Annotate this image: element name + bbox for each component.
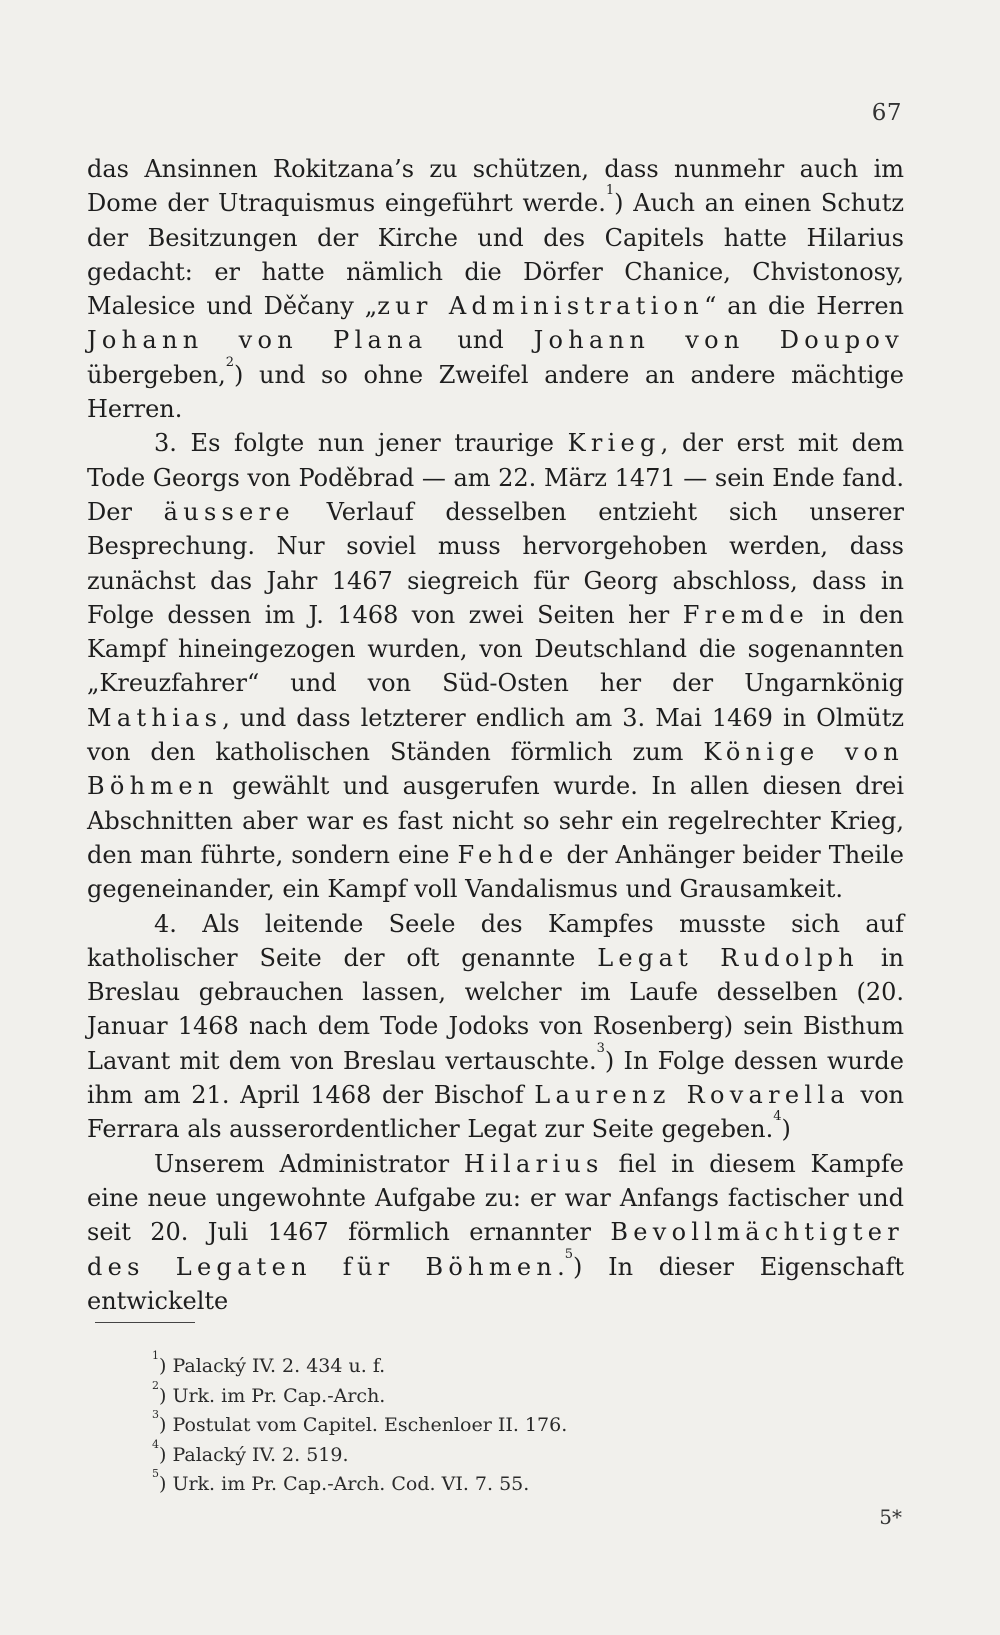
footnote: [152, 1467, 752, 1500]
spaced-emphasis: Fehde: [457, 840, 559, 869]
footnote-text: ) Postulat vom Capitel. Eschenloer II. 176.: [159, 1414, 568, 1436]
spaced-emphasis: zur Administration: [377, 292, 705, 321]
text-run: der Anhänger beider Theile gegeneinander, ein Kampf voll Vandalismus und Grausamkeit.: [87, 840, 904, 904]
spaced-emphasis: Hilarius: [463, 1149, 604, 1178]
text-run: und: [427, 326, 534, 355]
text-run: ) Auch an einen Schutz der Besitzungen der Kirche und des Capitels hatte Hilarius gedacht: er hatte nämlich die Dörfer Chanice, Chvistonosy, Malesice und Děčany „: [87, 189, 904, 321]
footnote-ref: 1: [605, 183, 615, 199]
spaced-emphasis: Mathias: [87, 703, 223, 732]
paragraph: [87, 1147, 904, 1318]
text-run: Unserem Administrator: [154, 1149, 464, 1178]
spaced-emphasis: Fremde: [682, 600, 810, 629]
footnote: [152, 1378, 752, 1412]
footnote-text: ) Urk. im Pr. Cap.-Arch.: [159, 1384, 386, 1407]
spaced-emphasis: Legat Rudolph: [597, 943, 860, 972]
footnote-ref: 2: [225, 354, 234, 370]
printer-signature: 5*: [879, 1505, 902, 1529]
footnote: [152, 1437, 752, 1471]
footnote-mark: 4: [152, 1437, 159, 1451]
text-run: ) und so ohne Zweifel andere an andere mächtige Herren.: [87, 360, 904, 424]
text-run: 3. Es folgte nun jener traurige: [154, 429, 568, 458]
text-run: ) In dieser Eigenschaft entwickelte: [87, 1252, 904, 1315]
footnote-divider: [95, 1322, 195, 1323]
footnote-text: ) Palacký IV. 2. 434 u. f.: [159, 1355, 386, 1377]
text-run: übergeben,: [87, 360, 226, 389]
page-number: 67: [871, 100, 902, 126]
paragraph: [87, 152, 904, 426]
footnote-mark: 2: [152, 1378, 159, 1392]
text-run: das Ansinnen Rokitzana’s zu schützen, dass nunmehr auch im Dome der Utraquismus eingeführt werde.: [87, 155, 904, 218]
spaced-emphasis: Johann von Plana: [87, 326, 428, 355]
body-text: [87, 152, 904, 1318]
footnote-mark: 1: [152, 1349, 159, 1362]
text-run: gewählt und ausgerufen wurde. In allen diesen drei Abschnitten aber war es fast nicht so sehr ein regelrechter Krieg, den man führte, sondern eine: [87, 772, 904, 869]
footnote-ref: 3: [596, 1040, 605, 1056]
spaced-emphasis: Könige von Böhmen: [87, 738, 905, 801]
footnote: [152, 1408, 752, 1441]
spaced-emphasis: Krieg: [567, 429, 661, 458]
paragraph: [87, 426, 904, 906]
spaced-emphasis: äussere: [163, 497, 295, 526]
footnote-ref: 4: [773, 1109, 782, 1125]
spaced-emphasis: Laurenz Rovarella: [534, 1081, 850, 1110]
footnote-ref: 5: [564, 1246, 574, 1262]
footnotes: [152, 1349, 752, 1500]
spaced-emphasis: Bevollmächtigter des Legaten für Böhmen: [87, 1218, 904, 1281]
footnote-text: ) Palacký IV. 2. 519.: [159, 1443, 349, 1466]
spaced-emphasis: Johann von Doupov: [533, 326, 904, 355]
paragraph: [87, 907, 904, 1147]
text-run: 4. Als leitende Seele des Kampfes musste sich auf katholischer Seite der oft genannte: [87, 909, 904, 972]
text-run: fiel in diesem Kampfe eine neue ungewohnte Aufgabe zu: er war Anfangs factischer und seit 20. Juli 1467 förmlich ernannter: [87, 1149, 904, 1247]
text-run: ): [781, 1115, 791, 1144]
text-run: , der erst mit dem Tode Georgs von Poděbrad — am 22. März 1471 — sein Ende fand. Der: [87, 429, 904, 526]
text-run: , und dass letzterer endlich am 3. Mai 1469 in Olmütz von den katholischen Ständen förmlich zum: [87, 703, 904, 767]
text-run: in den Kampf hineingezogen wurden, von Deutschland die sogenannten „Kreuzfahrer“ und von Süd-Osten her der Ungarnkönig: [87, 600, 904, 698]
text-run: .: [557, 1252, 565, 1281]
footnote-text: ) Urk. im Pr. Cap.-Arch. Cod. VI. 7. 55.: [159, 1473, 530, 1495]
text-run: “ an die Herren: [704, 292, 904, 321]
footnote: [152, 1349, 752, 1382]
text-run: von Ferrara als ausserordentlicher Legat zur Seite gegeben.: [87, 1081, 904, 1144]
footnote-mark: 5: [152, 1467, 159, 1480]
text-run: in Breslau gebrauchen lassen, welcher im Laufe desselben (20. Januar 1468 nach dem Tode Jodoks von Rosenberg) sein Bisthum Lavant mit dem von Breslau vertauschte.: [87, 943, 905, 1075]
text-run: ) In Folge dessen wurde ihm am 21. April 1468 der Bischof: [87, 1046, 904, 1110]
footnote-mark: 3: [152, 1408, 159, 1421]
text-run: Verlauf desselben entzieht sich unserer Besprechung. Nur soviel muss hervorgehoben werden, dass zunächst das Jahr 1467 siegreich für Georg abschloss, dass in Folge dessen im J. 1468 von zwei Seiten her: [87, 497, 905, 629]
